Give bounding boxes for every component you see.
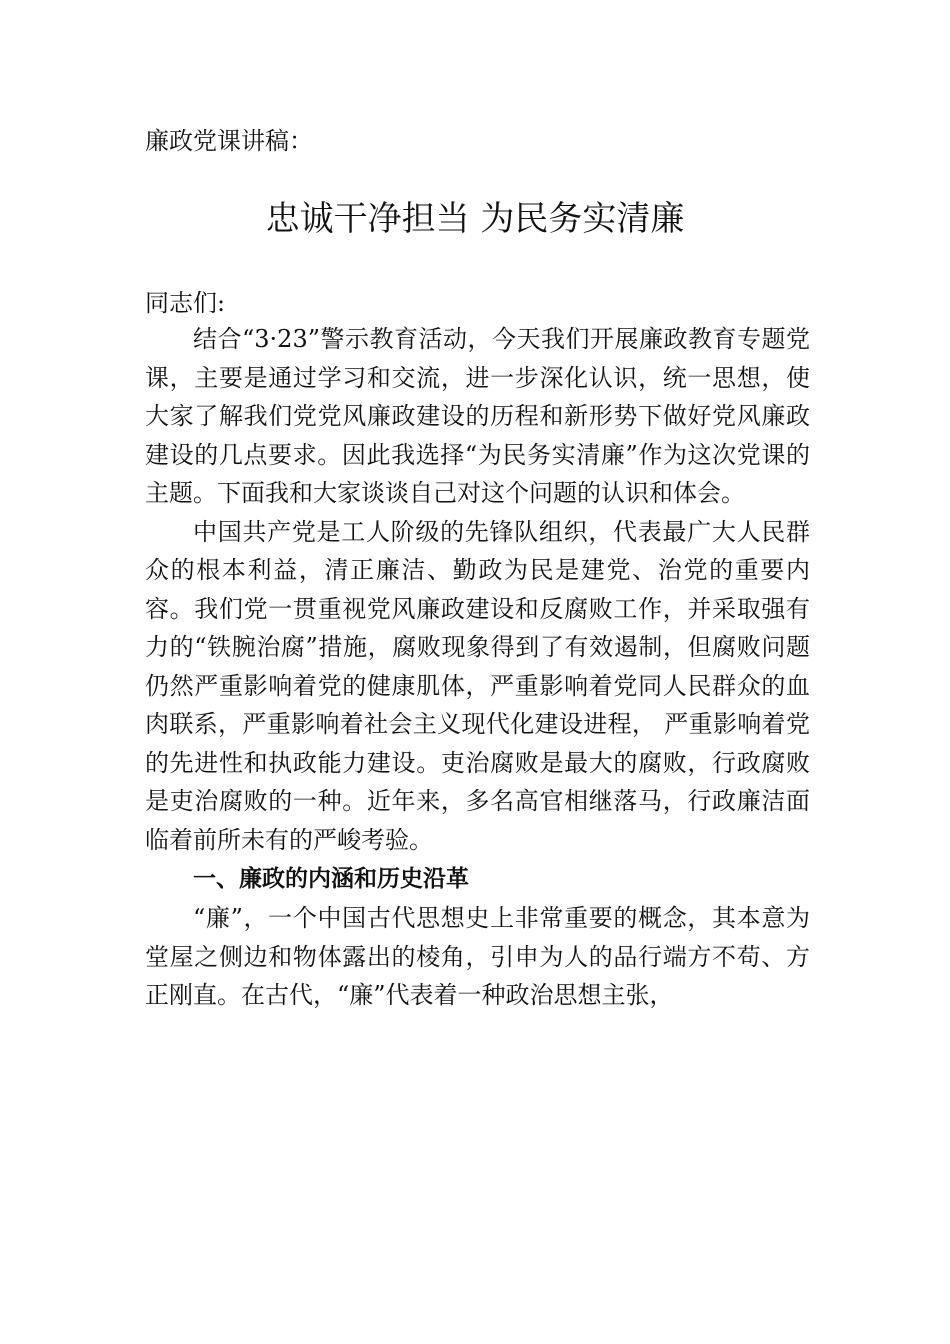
document-body [145,320,810,1015]
document-label: 廉政党课讲稿： [145,127,313,155]
paragraph-intro: 结合“3·23”警示教育活动，今天我们开展廉政教育专题党课，主要是通过学习和交流，进一步深化认识，统一思想，使大家了解我们党党风廉政建设的历程和新形势下做好党风廉政建设的几点要求。因此我选择“为民务实清廉”作为这次党课的主题。下面我和大家谈谈自己对这个问题的认识和体会。 [145,325,810,507]
section-heading: 一、廉政的内涵和历史沿革 [193,866,469,892]
paragraph-background: 中国共产党是工人阶级的先锋队组织，代表最广大人民群众的根本利益，清正廉洁、勤政为民是建党、治党的重要内容。我们党一贯重视党风廉政建设和反腐败工作，并采取强有力的“铁腕治腐”措施，腐败现象得到了有效遏制，但腐败问题仍然严重影响着党的健康肌体，严重影响着党同人民群众的血肉联系，严重影响着社会主义现代化建设进程， 严重影响着党的先进性和执政能力建设。吏治腐败是最大的腐败，行政腐败是吏治腐败的一种。近年来，多名高官相继落马，行政廉洁面临着前所未有的严峻考验。 [145,517,810,854]
document-title: 忠诚干净担当 为民务实清廉 [265,199,685,239]
salutation: 同志们: [145,289,226,317]
paragraph-section-one: “廉”，一个中国古代思想史上非常重要的概念，其本意为堂屋之侧边和物体露出的棱角，引申为人的品行端方不苟、方正刚直。在古代，“廉”代表着一种政治思想主张， [145,904,810,1009]
